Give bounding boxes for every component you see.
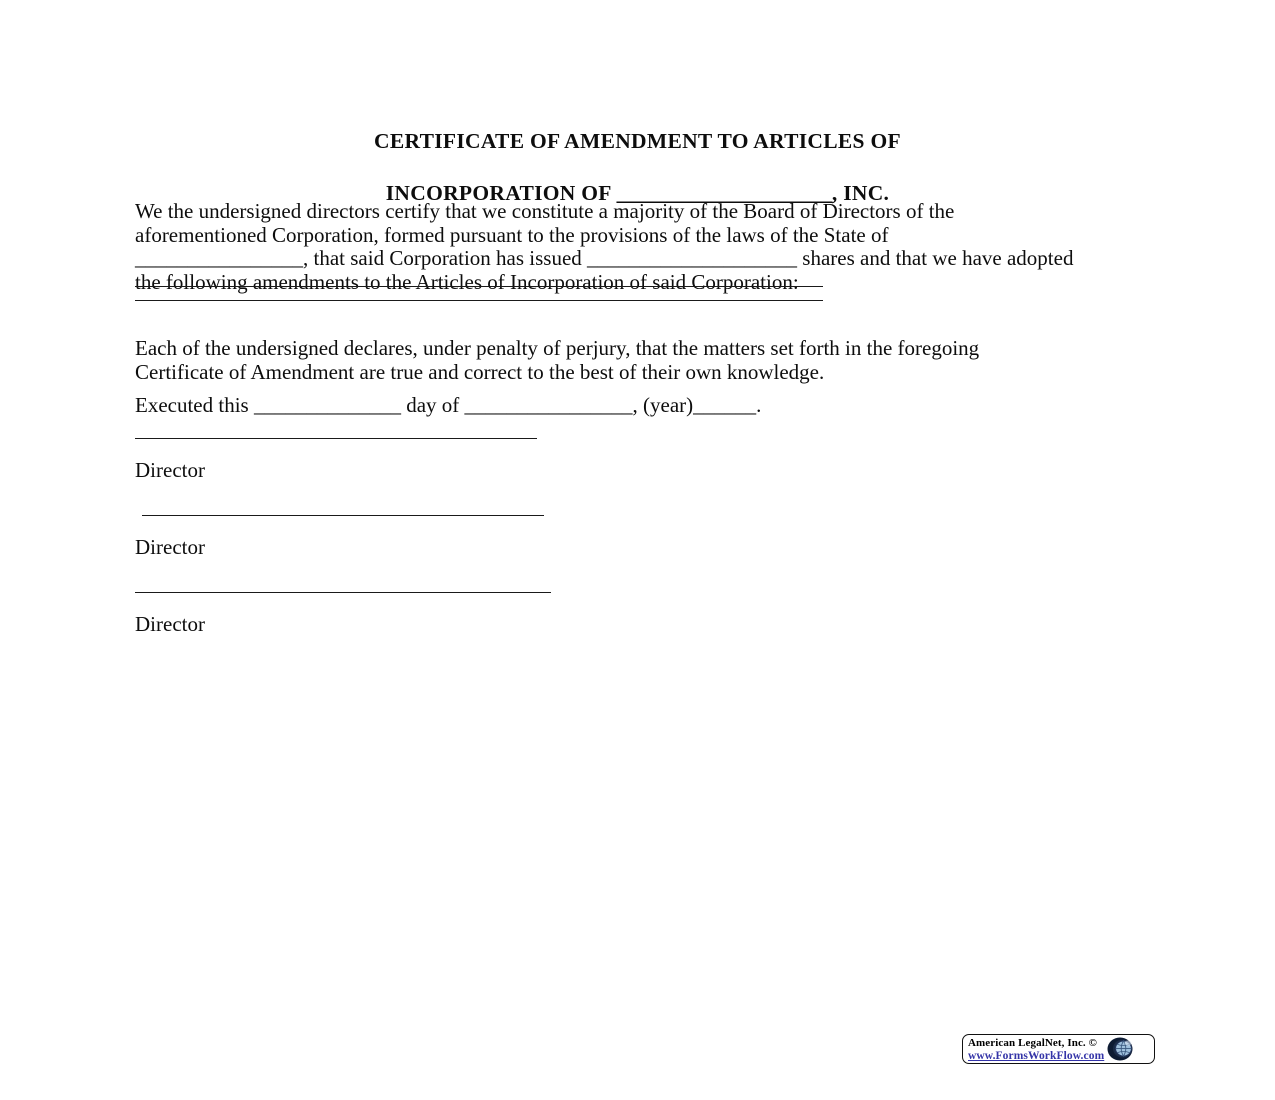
signature-label-3: Director [135, 612, 205, 636]
certification-text [135, 200, 1205, 294]
signature-block-1 [135, 438, 537, 483]
footer-badge[interactable] [962, 1034, 1155, 1064]
footer-company-name: American LegalNet, Inc. © [968, 1036, 1097, 1049]
globe-icon [1106, 1036, 1136, 1062]
title-line-1: CERTIFICATE OF AMENDMENT TO ARTICLES OF [374, 129, 901, 153]
title-line-2-suffix: , INC. [831, 181, 890, 205]
certification-line-4: the following amendments to the Articles of Incorporation of said Corporation: [135, 269, 799, 294]
declaration-line-1: Each of the undersigned declares, under penalty of perjury, that the matters set forth in the foregoing [135, 336, 980, 360]
title-line-2-prefix: INCORPORATION OF [385, 181, 617, 205]
signature-label-1: Director [135, 458, 205, 482]
signature-line-2[interactable] [142, 515, 544, 516]
corporation-name-blank[interactable]: _____________________ [616, 181, 832, 205]
certification-line-1: We the undersigned directors certify that we constitute a majority of the Board of Directors of the [135, 199, 955, 223]
signature-block-2 [135, 515, 544, 560]
certification-line-2: aforementioned Corporation, formed pursuant to the provisions of the laws of the State of [135, 222, 889, 247]
signature-block-3 [135, 592, 551, 637]
certification-paragraph [135, 200, 1205, 294]
declaration-text [135, 337, 1195, 384]
certification-line-3[interactable]: ________________, that said Corporation has issued ____________________ shares and that we have adopted [135, 246, 1074, 270]
declaration-paragraph [135, 337, 1195, 384]
amendment-line-2[interactable] [135, 300, 823, 301]
signature-line-1[interactable] [135, 438, 537, 439]
signature-line-3[interactable] [135, 592, 551, 593]
footer-website-link[interactable]: www.FormsWorkFlow.com [968, 1049, 1105, 1062]
footer-badge-text [968, 1037, 1104, 1062]
amendment-line-1[interactable] [135, 286, 823, 287]
declaration-line-2: Certificate of Amendment are true and correct to the best of their own knowledge. [135, 359, 825, 384]
executed-date-line[interactable]: Executed this ______________ day of ________________, (year)______. [135, 393, 762, 417]
signature-label-2: Director [135, 535, 205, 559]
amendment-blank-lines [135, 286, 823, 314]
